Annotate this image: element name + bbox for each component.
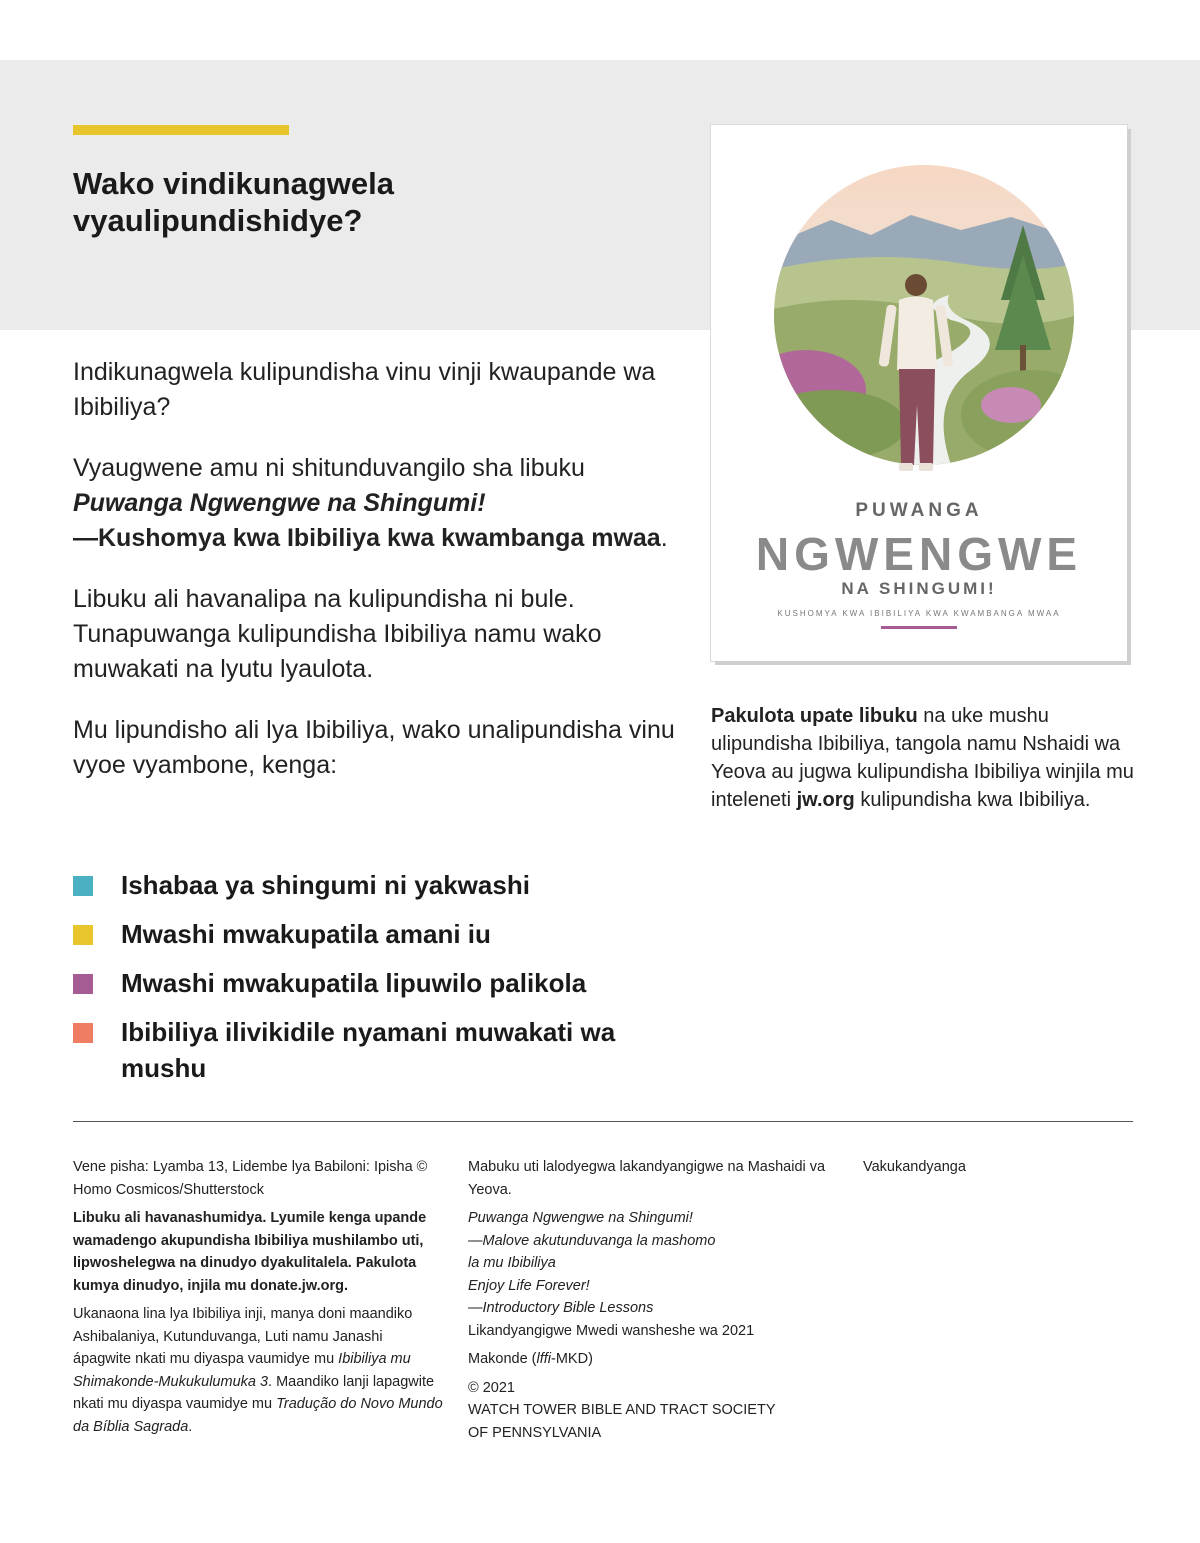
cover-title-line2: NGWENGWE — [755, 528, 1083, 580]
title-local-line: Puwanga Ngwengwe na Shingumi! — [468, 1210, 693, 1226]
language-code-italic: lffi — [536, 1351, 552, 1367]
copyright — [468, 1377, 828, 1445]
body-paragraph-free: Libuku ali havanalipa na kulipundisha ni bule. Tunapuwanga kulipundisha Ibibiliya namu wako muwakati na lyutu lyaulota. — [73, 585, 602, 683]
cover-title-line3: NA SHINGUMI! — [841, 579, 997, 598]
print-date: Likandyangigwe Mwedi wansheshe wa 2021 — [468, 1322, 755, 1339]
distributor-label: Vakukandyanga — [863, 1159, 966, 1175]
body-text — [73, 355, 683, 809]
copyright-holder: OF PENNSYLVANIA — [468, 1424, 602, 1441]
purple-square-icon — [73, 974, 93, 994]
title-english-line: Enjoy Life Forever! — [468, 1277, 590, 1294]
copyright-holder: WATCH TOWER BIBLE AND TRACT SOCIETY — [468, 1402, 776, 1418]
topic-label: Ishabaa ya shingumi ni yakwashi — [121, 870, 530, 900]
accent-bar — [73, 125, 289, 135]
bible-title-portuguese: Tradução do Novo Mundo da Bíblia Sagrada — [73, 1396, 443, 1435]
language-code-suffix: -MKD) — [551, 1351, 593, 1367]
yellow-square-icon — [73, 925, 93, 945]
cover-subtitle: KUSHOMYA KWA IBIBILIYA KWA KWAMBANGA MWAA — [777, 609, 1061, 618]
topic-item — [73, 965, 673, 1001]
book-title: Puwanga Ngwengwe na Shingumi! — [73, 489, 486, 517]
body-paragraph-topics: Mu lipundisho ali lya Ibibiliya, wako unalipundisha vinu vyoe vyambone, kenga: — [73, 716, 675, 779]
title-local-line: la mu Ibibiliya — [468, 1255, 556, 1271]
book-subtitle: —Kushomya kwa Ibibiliya kwa kwambanga mwaa — [73, 524, 661, 552]
photo-credit: Vene pisha: Lyamba 13, Lidembe lya Babiloni: Ipisha © Homo Cosmicos/Shutterstock — [73, 1159, 428, 1198]
body-paragraph-book — [73, 451, 683, 556]
publisher-note: Mabuku uti lalodyegwa lakandyangigwe na Mashaidi va Yeova. — [468, 1159, 826, 1198]
site-link[interactable]: jw.org — [796, 789, 855, 811]
title-english-line: —Introductory Bible Lessons — [468, 1300, 654, 1316]
page-title: Wako vindikunagwela vyaulipundishidye? — [73, 166, 394, 238]
bible-title-local: Ibibiliya mu Shimakonde-Mukukulumuka 3 — [73, 1351, 411, 1390]
coral-square-icon — [73, 1023, 93, 1043]
footer-column-1 — [73, 1156, 443, 1444]
topic-item — [73, 867, 673, 903]
cover-title-line1: PUWANGA — [855, 500, 983, 521]
language-name: Makonde ( — [468, 1351, 537, 1367]
scripture-note — [73, 1303, 443, 1438]
topic-item — [73, 916, 673, 952]
language-code — [468, 1348, 828, 1371]
cover-rule — [881, 626, 957, 629]
topic-label: Ibibiliya ilivikidile nyamani muwakati wa mushu — [121, 1017, 616, 1083]
copyright-year: © 2021 — [468, 1379, 515, 1396]
request-body: na uke mushu ulipundisha Ibibiliya, tangola namu Nshaidi wa Yeova au jugwa kulipundisha Ibibiliya winjila mu inteleneti — [711, 705, 1134, 811]
scripture-note-text: . Maandiko lanji lapagwite nkati mu diyaspa vaumidye mu — [73, 1373, 435, 1412]
topic-item — [73, 1014, 673, 1086]
book-period: . — [660, 524, 668, 552]
divider — [73, 1121, 1133, 1122]
book-cover-image — [711, 125, 1127, 661]
body-paragraph-intro: Indikunagwela kulipundisha vinu vinji kwaupande wa Ibibiliya? — [73, 358, 656, 421]
scripture-note-text: Ukanaona lina lya Ibibiliya inji, manya doni maandiko Ashibalaniya, Kutunduvanga, Luti namu Janashi ápagwite nkati mu diyaspa vaumidye mu — [73, 1306, 413, 1367]
footer-column-3 — [863, 1156, 1143, 1185]
teal-square-icon — [73, 876, 93, 896]
donation-note: Libuku ali havanashumidya. Lyumile kenga upande wamadengo akupundisha Ibibiliya mushilambo uti, lipwoshelegwa na dinudyo dyakulitalela. Pakulota kumya dinudyo, injila mu donate.jw.org. — [73, 1210, 427, 1294]
book-intro-text: Vyaugwene amu ni shitunduvangilo sha libuku — [73, 454, 585, 482]
title-local-line: —Malove akutunduvanga la mashomo — [468, 1232, 716, 1249]
topic-label: Mwashi mwakupatila lipuwilo palikola — [121, 968, 587, 998]
request-end: kulipundisha kwa Ibibiliya. — [854, 789, 1091, 811]
publication-titles — [468, 1207, 828, 1342]
topic-list — [73, 867, 673, 1099]
request-text — [711, 702, 1141, 814]
request-lead: Pakulota upate libuku — [711, 705, 918, 727]
topic-label: Mwashi mwakupatila amani iu — [121, 919, 491, 949]
scripture-note-end: . — [188, 1418, 193, 1435]
cover-illustration — [711, 125, 1127, 485]
footer-column-2 — [468, 1156, 828, 1450]
